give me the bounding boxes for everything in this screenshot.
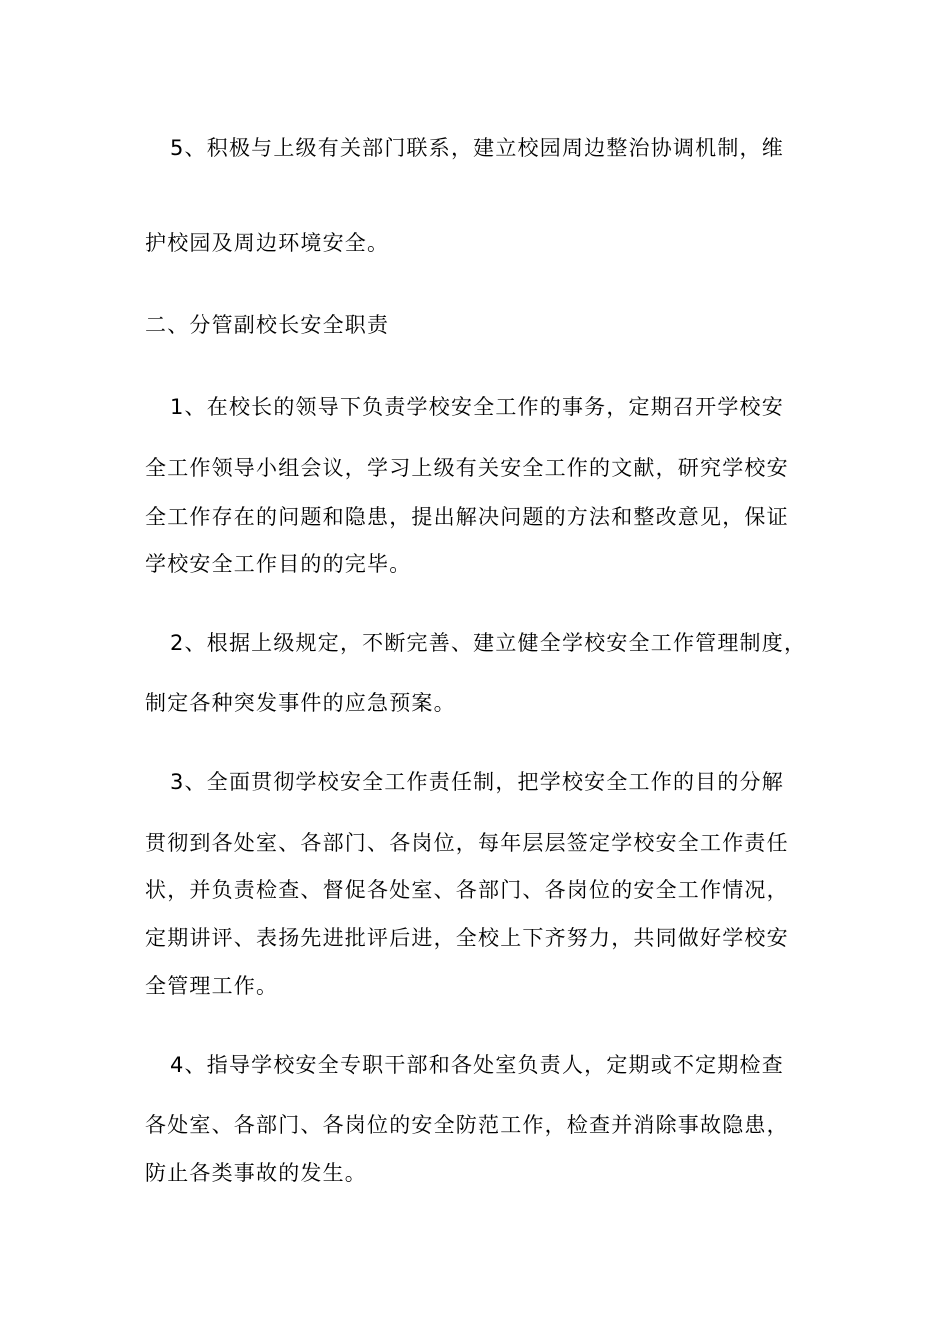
paragraph-2-line-2: 制定各种突发事件的应急预案。	[145, 691, 456, 715]
paragraph-3-line-3: 状，并负责检查、督促各处室、各部门、各岗位的安全工作情况，	[145, 878, 789, 902]
paragraph-2-line-1: 2、根据上级规定，不断完善、建立健全学校安全工作管理制度，	[170, 631, 807, 655]
paragraph-3-line-5: 全管理工作。	[145, 974, 279, 998]
paragraph-3-line-1: 3、全面贯彻学校安全工作责任制，把学校安全工作的目的分解	[170, 770, 784, 794]
paragraph-4-line-2: 各处室、各部门、各岗位的安全防范工作，检查并消除事故隐患，	[145, 1113, 789, 1137]
paragraph-1-line-2: 全工作领导小组会议，学习上级有关安全工作的文献，研究学校安	[145, 456, 789, 480]
paragraph-3-line-4: 定期讲评、表扬先进批评后进，全校上下齐努力，共同做好学校安	[145, 926, 789, 950]
paragraph-1-line-1: 1、在校长的领导下负责学校安全工作的事务，定期召开学校安	[170, 395, 784, 419]
paragraph-1-line-3: 全工作存在的问题和隐患，提出解决问题的方法和整改意见，保证	[145, 505, 789, 529]
paragraph-1-line-4: 学校安全工作目的的完毕。	[145, 552, 412, 576]
paragraph-4-line-1: 4、指导学校安全专职干部和各处室负责人，定期或不定期检查	[170, 1053, 784, 1077]
paragraph-4-line-3: 防止各类事故的发生。	[145, 1161, 367, 1185]
paragraph-5-line-2: 护校园及周边环境安全。	[145, 231, 390, 255]
paragraph-5-line-1: 5、积极与上级有关部门联系，建立校园周边整治协调机制，维	[170, 136, 784, 160]
paragraph-3-line-2: 贯彻到各处室、各部门、各岗位，每年层层签定学校安全工作责任	[145, 831, 789, 855]
section-heading: 二、分管副校长安全职责	[145, 313, 390, 337]
